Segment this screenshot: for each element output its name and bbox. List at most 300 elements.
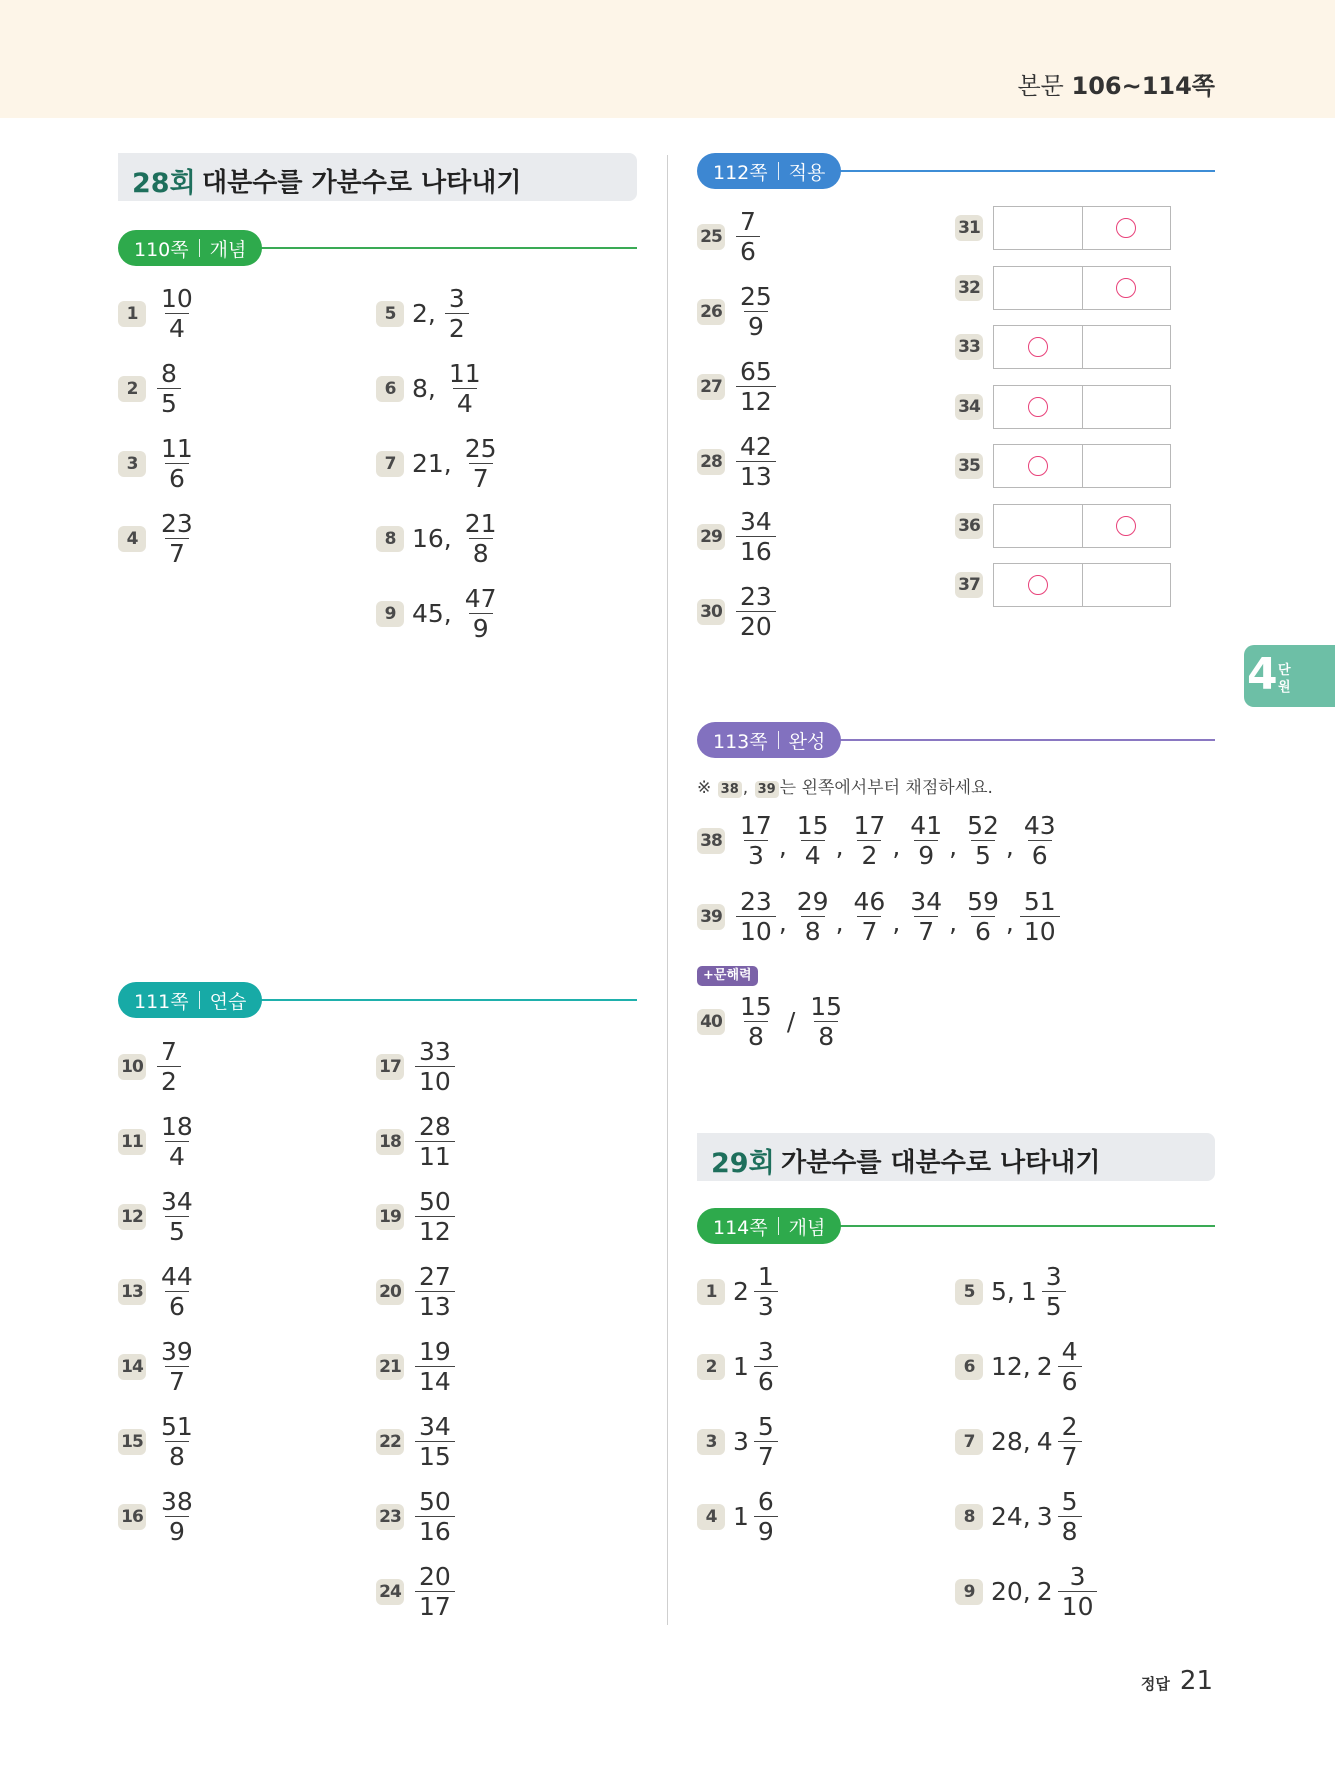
denominator: 2 <box>157 1066 181 1096</box>
question-number: 16 <box>118 1504 146 1530</box>
numerator: 34 <box>419 1412 451 1441</box>
answer-cell <box>994 386 1083 428</box>
question-number: 15 <box>118 1429 146 1455</box>
numerator: 21 <box>464 509 497 538</box>
question-number: 19 <box>376 1204 404 1230</box>
denominator: 8 <box>801 916 825 946</box>
fraction <box>1058 1412 1082 1471</box>
fraction <box>157 359 181 418</box>
question-number: 24 <box>376 1579 404 1605</box>
answer-prefix: 16, <box>412 524 452 553</box>
question-number: 22 <box>376 1429 404 1455</box>
comma: , <box>892 908 901 937</box>
fraction <box>461 434 501 493</box>
answer-cell <box>1083 564 1171 606</box>
question-number: 18 <box>376 1129 404 1155</box>
denominator: 14 <box>415 1366 455 1396</box>
numerator: 11 <box>448 359 481 388</box>
circle-mark-icon <box>1116 516 1136 536</box>
answer-cell <box>994 505 1083 547</box>
fraction <box>1020 887 1060 946</box>
fraction <box>415 1037 455 1096</box>
denominator: 5 <box>165 1216 189 1246</box>
numerator: 17 <box>853 811 886 840</box>
answer-prefix: 5, <box>991 1277 1015 1306</box>
fraction <box>963 811 1003 870</box>
fraction <box>415 1262 455 1321</box>
ox-row <box>955 444 1171 488</box>
pill-label: 112쪽 적용 <box>697 153 841 189</box>
answer-cell <box>1083 326 1171 368</box>
question-number: 3 <box>118 451 146 477</box>
question-number: 2 <box>118 376 146 402</box>
whole-number: 2 <box>733 1277 749 1306</box>
denominator: 8 <box>165 1441 189 1471</box>
question-number: 38 <box>697 828 725 854</box>
fraction <box>793 811 833 870</box>
answer-item <box>955 1337 1085 1396</box>
question-number: 25 <box>697 224 725 250</box>
question-number: 31 <box>955 215 983 241</box>
numerator: 38 <box>161 1487 193 1516</box>
fraction <box>736 992 776 1051</box>
question-number: 29 <box>697 524 725 550</box>
denominator: 10 <box>415 1066 455 1096</box>
denominator: 15 <box>415 1441 455 1471</box>
answer-cell <box>1083 445 1171 487</box>
fraction <box>963 887 1003 946</box>
question-number: 36 <box>955 513 983 539</box>
answer-prefix: 20, <box>991 1577 1031 1606</box>
numerator: 10 <box>161 284 193 313</box>
answer-boxes <box>993 444 1171 488</box>
ox-row <box>955 206 1171 250</box>
fraction <box>415 1412 455 1471</box>
fraction <box>1020 811 1060 870</box>
question-number: 17 <box>376 1054 404 1080</box>
fraction <box>415 1487 455 1546</box>
answer-cell <box>1083 505 1171 547</box>
denominator: 9 <box>754 1516 778 1546</box>
denominator: 11 <box>415 1141 455 1171</box>
fraction <box>157 509 197 568</box>
numerator: 25 <box>464 434 497 463</box>
answer-item <box>376 1262 458 1321</box>
fraction <box>736 357 776 416</box>
question-number: 32 <box>955 275 983 301</box>
question-number: 7 <box>955 1429 983 1455</box>
unit-label-1: 단 <box>1278 663 1291 678</box>
whole-number: 2 <box>1036 1352 1053 1381</box>
fraction <box>754 1412 778 1471</box>
comma: , <box>949 832 958 861</box>
answer-item <box>697 887 1063 946</box>
numerator: 29 <box>796 887 829 916</box>
grading-note: ※ 38 , 39 는 왼쪽에서부터 채점하세요. <box>697 778 993 798</box>
numerator: 23 <box>161 509 193 538</box>
pill-113 <box>697 722 1215 758</box>
numerator: 27 <box>419 1262 451 1291</box>
denominator: 6 <box>754 1366 778 1396</box>
answer-cell <box>1083 207 1171 249</box>
numerator: 7 <box>740 207 756 236</box>
denominator: 4 <box>165 313 189 343</box>
denominator: 13 <box>415 1291 455 1321</box>
denominator: 12 <box>415 1216 455 1246</box>
pill-112 <box>697 153 1215 189</box>
denominator: 2 <box>857 840 881 870</box>
numerator: 3 <box>448 284 465 313</box>
answer-item <box>376 359 488 418</box>
answer-item <box>376 1412 458 1471</box>
question-number: 12 <box>118 1204 146 1230</box>
question-number: 5 <box>955 1279 983 1305</box>
answer-item <box>118 509 200 568</box>
section-title: 가분수를 대분수로 나타내기 <box>781 1148 1101 1178</box>
numerator: 7 <box>161 1037 177 1066</box>
column-divider <box>667 155 668 1625</box>
numerator: 34 <box>740 507 772 536</box>
page-range: 본문 106~114쪽 <box>1017 72 1215 100</box>
denominator: 9 <box>744 311 768 341</box>
answer-prefix: 2, <box>412 299 436 328</box>
fraction <box>754 1487 778 1546</box>
circle-mark-icon <box>1116 278 1136 298</box>
fraction <box>736 887 776 946</box>
question-number: 21 <box>376 1354 404 1380</box>
answer-cell <box>994 267 1083 309</box>
whole-number: 2 <box>1036 1577 1053 1606</box>
numerator: 34 <box>161 1187 193 1216</box>
fraction <box>1042 1262 1066 1321</box>
circle-mark-icon <box>1028 575 1048 595</box>
denominator: 10 <box>1020 916 1060 946</box>
numerator: 44 <box>161 1262 193 1291</box>
fraction <box>736 207 760 266</box>
question-number: 9 <box>376 601 404 627</box>
denominator: 6 <box>736 236 760 266</box>
answer-item <box>955 1262 1069 1321</box>
fraction <box>736 811 776 870</box>
answer-cell <box>1083 386 1171 428</box>
denominator: 5 <box>157 388 181 418</box>
answer-prefix: 45, <box>412 599 452 628</box>
answer-item <box>118 1187 200 1246</box>
denominator: 8 <box>744 1021 768 1051</box>
fraction <box>1058 1337 1082 1396</box>
numerator: 65 <box>740 357 772 386</box>
pill-line <box>238 247 637 249</box>
question-number: 20 <box>376 1279 404 1305</box>
numerator: 3 <box>1069 1562 1086 1591</box>
pill-111 <box>118 982 637 1018</box>
fraction <box>850 811 890 870</box>
answer-item <box>376 1037 458 1096</box>
circle-mark-icon <box>1116 218 1136 238</box>
answer-item <box>697 282 779 341</box>
answer-cell <box>994 207 1083 249</box>
denominator: 7 <box>469 463 493 493</box>
fraction <box>157 284 197 343</box>
numerator: 15 <box>796 811 829 840</box>
denominator: 5 <box>971 840 995 870</box>
pill-label: 114쪽 개념 <box>697 1208 841 1244</box>
numerator: 39 <box>161 1337 193 1366</box>
denominator: 7 <box>165 1366 189 1396</box>
question-number: 9 <box>955 1579 983 1605</box>
question-number: 8 <box>955 1504 983 1530</box>
denominator: 12 <box>736 386 776 416</box>
denominator: 8 <box>814 1021 838 1051</box>
fraction <box>736 282 776 341</box>
numerator: 41 <box>910 811 943 840</box>
fraction <box>157 1037 181 1096</box>
comma: , <box>892 832 901 861</box>
fraction <box>754 1337 778 1396</box>
comma: , <box>778 832 787 861</box>
whole-number: 1 <box>733 1352 749 1381</box>
question-number: 13 <box>118 1279 146 1305</box>
question-number: 1 <box>697 1279 725 1305</box>
numerator: 43 <box>1023 811 1056 840</box>
numerator: 50 <box>419 1187 451 1216</box>
unit-tab[interactable] <box>1244 645 1335 707</box>
unit-number: 4 <box>1247 649 1278 700</box>
denominator: 7 <box>914 916 938 946</box>
fraction <box>157 1112 197 1171</box>
circle-mark-icon <box>1028 337 1048 357</box>
answer-item <box>376 434 504 493</box>
answer-item <box>697 1412 781 1471</box>
numerator: 15 <box>810 992 843 1021</box>
numerator: 42 <box>740 432 772 461</box>
denominator: 6 <box>165 1291 189 1321</box>
numerator: 5 <box>757 1412 774 1441</box>
denominator: 6 <box>971 916 995 946</box>
page-footer <box>1141 1666 1213 1696</box>
fraction <box>157 1337 197 1396</box>
fraction <box>754 1262 778 1321</box>
numerator: 47 <box>464 584 497 613</box>
denominator: 16 <box>736 536 776 566</box>
fraction <box>793 887 833 946</box>
comma: , <box>1005 832 1014 861</box>
fraction <box>806 992 846 1051</box>
numerator: 46 <box>853 887 886 916</box>
section-28-heading <box>118 153 637 201</box>
answer-prefix: 28, <box>991 1427 1031 1456</box>
answer-boxes <box>993 266 1171 310</box>
fraction <box>736 582 776 641</box>
question-number: 39 <box>697 904 725 930</box>
numerator: 4 <box>1061 1337 1078 1366</box>
comma: , <box>835 908 844 937</box>
answer-prefix: 24, <box>991 1502 1031 1531</box>
whole-number: 3 <box>733 1427 749 1456</box>
answer-item <box>118 1412 200 1471</box>
answer-item <box>697 432 779 491</box>
answer-item <box>376 509 504 568</box>
answer-item <box>697 1337 781 1396</box>
footer-label: 정답 <box>1140 1675 1170 1693</box>
section-title: 대분수를 가분수로 나타내기 <box>202 168 522 198</box>
denominator: 13 <box>736 461 776 491</box>
fraction <box>850 887 890 946</box>
numerator: 2 <box>1061 1412 1078 1441</box>
question-number: 4 <box>697 1504 725 1530</box>
denominator: 9 <box>914 840 938 870</box>
question-number: 10 <box>118 1054 146 1080</box>
whole-number: 4 <box>1036 1427 1053 1456</box>
pill-label: 111쪽 연습 <box>118 982 262 1018</box>
question-number: 6 <box>955 1354 983 1380</box>
numerator: 3 <box>1045 1262 1062 1291</box>
denominator: 10 <box>1058 1591 1098 1621</box>
fraction <box>445 359 485 418</box>
question-number: 8 <box>376 526 404 552</box>
answer-item <box>118 1112 200 1171</box>
answer-item <box>118 359 184 418</box>
answer-item <box>697 1262 781 1321</box>
numerator: 6 <box>757 1487 774 1516</box>
denominator: 6 <box>1058 1366 1082 1396</box>
question-number: 7 <box>376 451 404 477</box>
answer-boxes <box>993 385 1171 429</box>
answer-item <box>376 584 504 643</box>
denominator: 4 <box>165 1141 189 1171</box>
denominator: 10 <box>736 916 776 946</box>
question-number: 3 <box>697 1429 725 1455</box>
question-number: 23 <box>376 1504 404 1530</box>
denominator: 8 <box>469 538 493 568</box>
ox-row <box>955 385 1171 429</box>
fraction <box>157 1487 197 1546</box>
answer-item <box>697 507 779 566</box>
fraction <box>1058 1562 1098 1621</box>
numerator: 59 <box>967 887 999 916</box>
circle-mark-icon <box>1028 397 1048 417</box>
question-number: 26 <box>697 299 725 325</box>
question-number: 1 <box>118 301 146 327</box>
answer-item <box>697 207 763 266</box>
answer-boxes <box>993 504 1171 548</box>
denominator: 5 <box>1042 1291 1066 1321</box>
question-number: 14 <box>118 1354 146 1380</box>
numerator: 23 <box>740 887 772 916</box>
answer-item <box>697 357 779 416</box>
question-number: 33 <box>955 334 983 360</box>
page-number: 21 <box>1179 1666 1213 1696</box>
answer-item <box>376 1562 458 1621</box>
answer-item <box>955 1562 1100 1621</box>
question-number: 11 <box>118 1129 146 1155</box>
whole-number: 1 <box>733 1502 749 1531</box>
numerator: 3 <box>757 1337 774 1366</box>
answer-cell <box>994 445 1083 487</box>
question-number: 34 <box>955 394 983 420</box>
answer-item <box>118 434 200 493</box>
answer-item <box>697 1487 781 1546</box>
denominator: 7 <box>857 916 881 946</box>
denominator: 6 <box>1028 840 1052 870</box>
fraction <box>415 1562 455 1621</box>
comma: , <box>778 908 787 937</box>
answer-cell <box>994 326 1083 368</box>
question-number: 6 <box>376 376 404 402</box>
numerator: 5 <box>1061 1487 1078 1516</box>
ox-row <box>955 563 1171 607</box>
answer-item <box>118 1337 200 1396</box>
numerator: 34 <box>910 887 943 916</box>
numerator: 51 <box>161 1412 193 1441</box>
answer-item <box>376 1337 458 1396</box>
section-number: 28회 <box>132 168 196 199</box>
pill-label: 110쪽 개념 <box>118 230 262 266</box>
literacy-tag: +문해력 <box>697 966 758 986</box>
denominator: 16 <box>415 1516 455 1546</box>
pill-110 <box>118 230 637 266</box>
whole-number: 1 <box>1020 1277 1037 1306</box>
answer-boxes <box>993 325 1171 369</box>
answer-prefix: 8, <box>412 374 436 403</box>
fraction <box>157 434 197 493</box>
denominator: 9 <box>165 1516 189 1546</box>
ox-row <box>955 266 1171 310</box>
section-number: 29회 <box>711 1148 775 1179</box>
answer-cell <box>994 564 1083 606</box>
fraction <box>445 284 469 343</box>
numerator: 1 <box>757 1262 774 1291</box>
question-number: 37 <box>955 572 983 598</box>
unit-label-2: 원 <box>1278 680 1291 695</box>
numerator: 25 <box>740 282 772 311</box>
denominator: 20 <box>736 611 776 641</box>
fraction <box>415 1112 455 1171</box>
denominator: 4 <box>801 840 825 870</box>
denominator: 7 <box>1058 1441 1082 1471</box>
question-number: 2 <box>697 1354 725 1380</box>
numerator: 28 <box>419 1112 451 1141</box>
denominator: 9 <box>469 613 493 643</box>
answer-prefix: 12, <box>991 1352 1031 1381</box>
answer-item <box>697 992 849 1051</box>
answer-item <box>697 582 779 641</box>
denominator: 3 <box>754 1291 778 1321</box>
slash: / <box>786 1007 796 1036</box>
pill-line <box>817 170 1215 172</box>
numerator: 20 <box>419 1562 451 1591</box>
section-29-heading <box>697 1133 1215 1181</box>
answer-boxes <box>993 206 1171 250</box>
denominator: 8 <box>1058 1516 1082 1546</box>
question-number: 30 <box>697 599 725 625</box>
numerator: 8 <box>161 359 177 388</box>
fraction <box>736 507 776 566</box>
denominator: 4 <box>453 388 477 418</box>
circle-mark-icon <box>1028 456 1048 476</box>
whole-number: 3 <box>1036 1502 1053 1531</box>
fraction <box>461 584 501 643</box>
answer-item <box>955 1412 1085 1471</box>
numerator: 18 <box>161 1112 193 1141</box>
fraction <box>906 887 946 946</box>
numerator: 33 <box>419 1037 451 1066</box>
numerator: 19 <box>419 1337 451 1366</box>
fraction <box>415 1187 455 1246</box>
question-number: 4 <box>118 526 146 552</box>
comma: , <box>1005 908 1014 937</box>
denominator: 6 <box>165 463 189 493</box>
